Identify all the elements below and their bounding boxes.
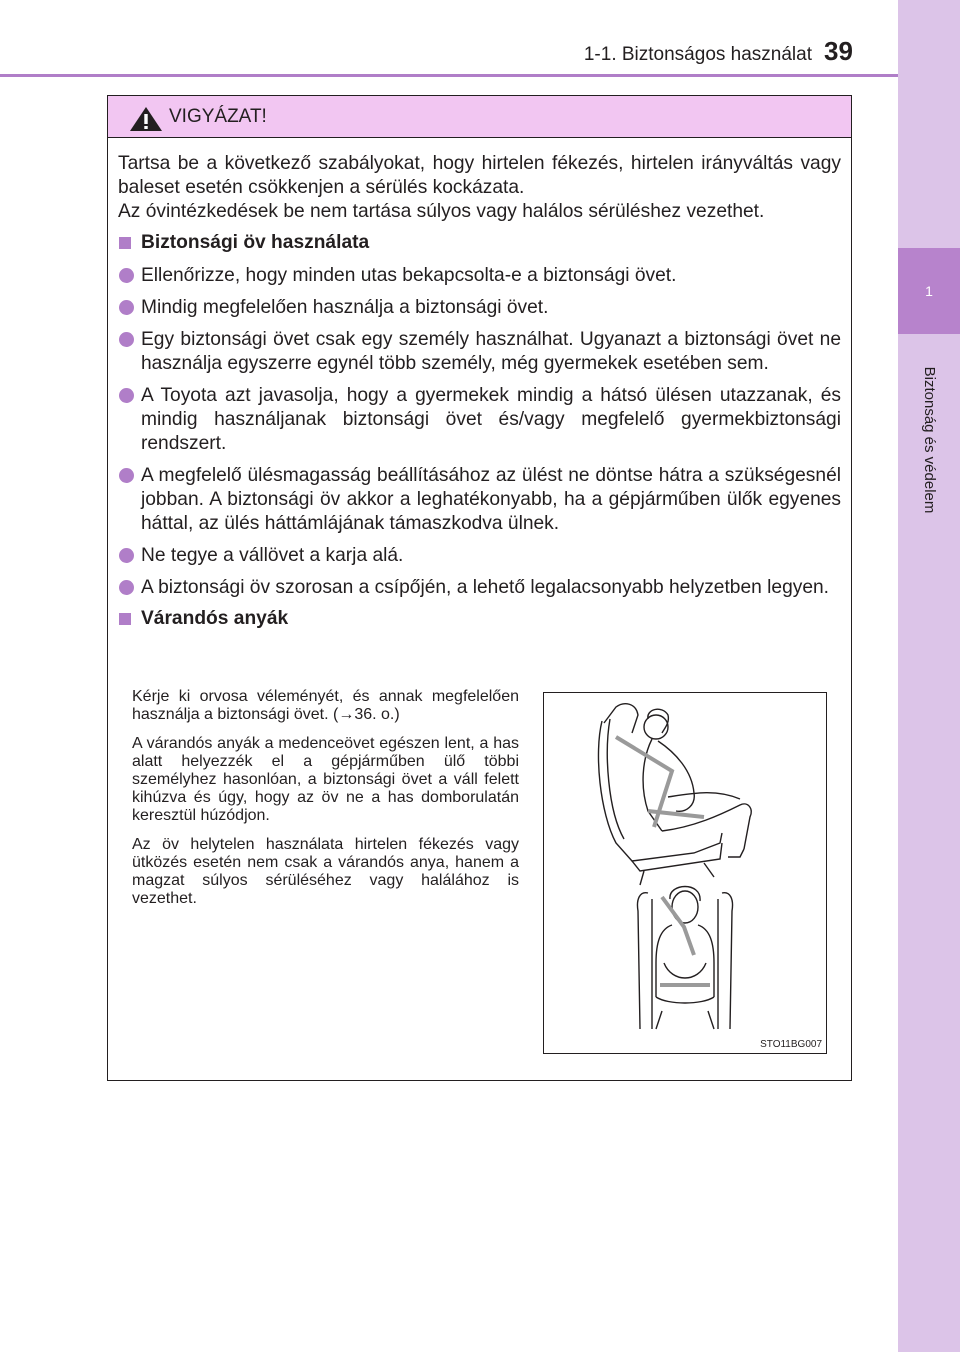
list-item-text: A biztonsági öv szorosan a csípőjén, a lehető legalacsonyabb helyzetben legyen. <box>141 577 830 598</box>
illustration-drawing <box>544 693 826 1033</box>
intro-paragraph: Tartsa be a következő szabályokat, hogy hirtelen fékezés, hirtelen irányváltás vagy baleset esetén csökkenjen a sérülés kockázata. <box>118 153 841 198</box>
dot-bullet-icon <box>119 580 134 595</box>
chapter-title: Biztonság és védelem <box>921 366 938 514</box>
list-item <box>118 384 841 456</box>
list-item-text: Ellenőrizze, hogy minden utas bekapcsolta-e a biztonsági övet. <box>141 265 677 286</box>
chapter-side-tab <box>898 0 960 1352</box>
list-item-text: Egy biztonsági övet csak egy személy használhat. Ugyanazt a biztonsági övet ne használja egyszerre egynél több személy, még gyermekek esetében sem. <box>141 329 841 374</box>
section-heading-text: Várandós anyák <box>141 608 289 629</box>
list-item-text: A megfelelő ülésmagasság beállításához az ülést ne döntse hátra a szükségesnél jobban. A biztonsági öv akkor a leghatékonyabb, ha a gépjárműben ülők egyenes háttal, az ülés háttámlájának támaszkodva ülnek. <box>141 465 841 534</box>
dot-bullet-icon <box>119 388 134 403</box>
list-item <box>118 264 841 288</box>
pregnant-paragraph: A várandós anyák a medenceövet egészen lent, a has alatt helyezzék el a gépjárműben ülő többi személyhez hasonlóan, a biztonsági övet a váll felett kihúzva és úgy, hogy az öv ne a has domborulatán keresztül húzódjon. <box>132 735 519 824</box>
dot-bullet-icon <box>119 268 134 283</box>
dot-bullet-icon <box>119 332 134 347</box>
list-item <box>118 328 841 376</box>
header-rule <box>0 74 898 77</box>
intro-paragraph: Az óvintézkedések be nem tartása súlyos vagy halálos sérüléshez vezethet. <box>118 201 765 222</box>
dot-bullet-icon <box>119 548 134 563</box>
section-heading-text: Biztonsági öv használata <box>141 232 370 253</box>
list-item <box>118 544 841 568</box>
pregnant-paragraph: Kérje ki orvosa véleményét, és annak megfelelően használja a biztonsági övet. (→36. o.) <box>132 688 519 723</box>
dot-bullet-icon <box>119 468 134 483</box>
warning-intro <box>118 152 841 224</box>
warning-content <box>118 152 841 632</box>
page-number: 39 <box>824 36 853 66</box>
pregnant-text <box>132 688 519 919</box>
warning-triangle-icon <box>129 106 163 132</box>
list-item <box>118 464 841 536</box>
dot-bullet-icon <box>119 300 134 315</box>
pregnant-seatbelt-illustration <box>543 692 827 1054</box>
list-item <box>118 576 841 600</box>
list-item-text: Ne tegye a vállövet a karja alá. <box>141 545 404 566</box>
chapter-number-box: 1 <box>898 248 960 334</box>
warning-header <box>108 96 851 138</box>
warning-label: VIGYÁZAT! <box>169 106 267 127</box>
section-heading-pregnant <box>118 606 841 632</box>
figure-code: STO11BG007 <box>760 1039 822 1050</box>
square-bullet-icon <box>119 237 131 249</box>
pregnant-paragraph: Az öv helytelen használata hirtelen fékezés vagy ütközés esetén nem csak a várandós anya, hanem a magzat súlyos sérüléséhez vagy halálához is vezethet. <box>132 836 519 907</box>
square-bullet-icon <box>119 613 131 625</box>
list-item-text: A Toyota azt javasolja, hogy a gyermekek mindig a hátsó ülésen utazzanak, és mindig használjanak biztonsági övet és/vagy megfelelő gyermekbiztonsági rendszert. <box>141 385 841 454</box>
section-heading-seatbelt <box>118 230 841 256</box>
list-item-text: Mindig megfelelően használja a biztonsági övet. <box>141 297 549 318</box>
list-item <box>118 296 841 320</box>
section-title: 1-1. Biztonságos használat <box>583 44 812 65</box>
